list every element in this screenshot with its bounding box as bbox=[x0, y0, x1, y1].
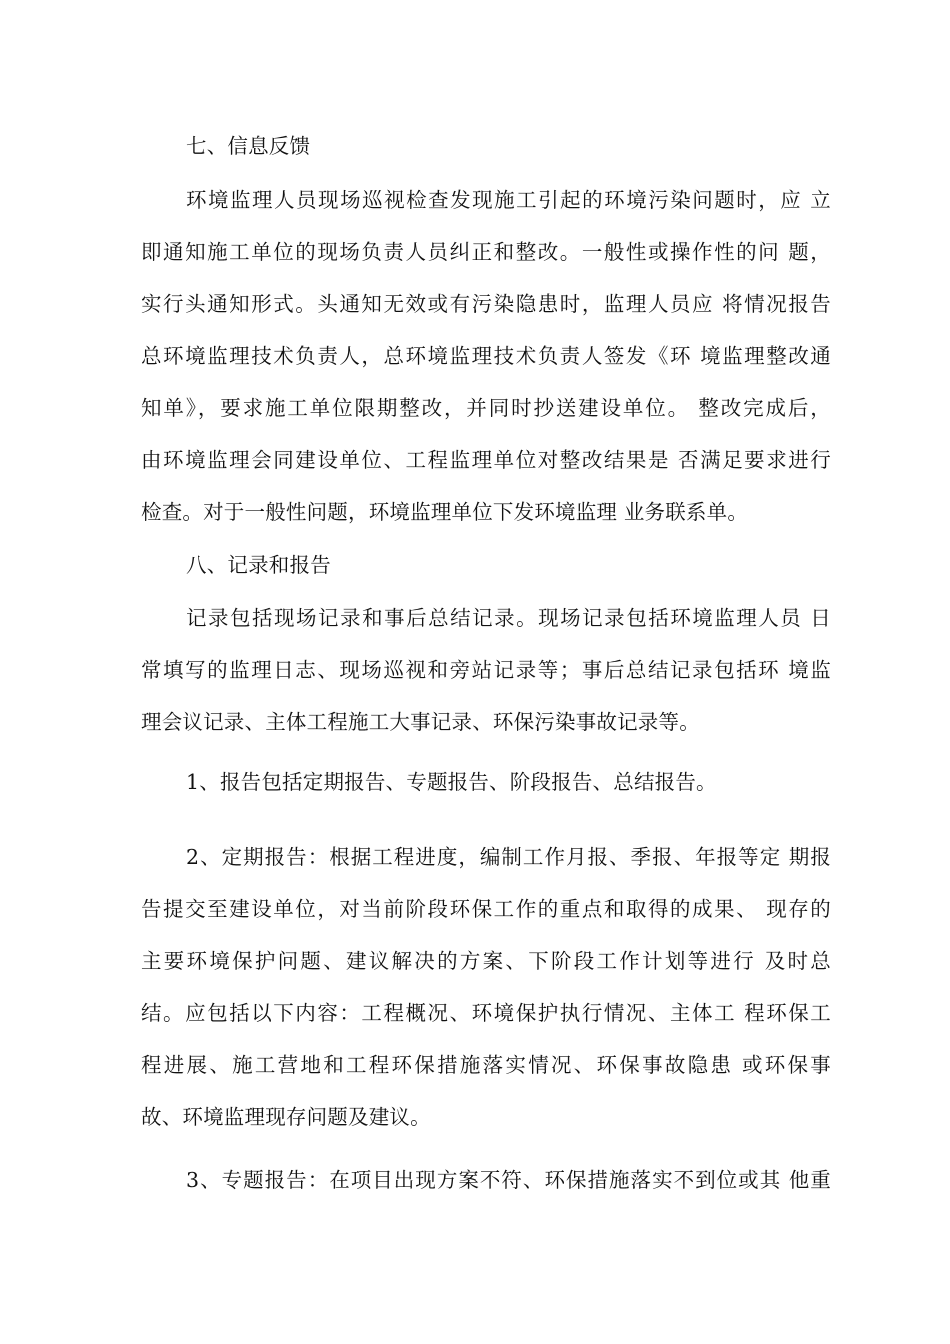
paragraph-line: 理会议记录、主体工程施工大事记录、环保污染事故记录等。 bbox=[141, 710, 700, 734]
paragraph-line: 常填写的监理日志、现场巡视和旁站记录等；事后总结记录包括环 境监 bbox=[141, 658, 831, 682]
paragraph-line: 主要环境保护问题、建议解决的方案、下阶段工作计划等进行 及时总 bbox=[141, 949, 831, 973]
paragraph-line: 检查。对于一般性问题，环境监理单位下发环境监理 业务联系单。 bbox=[141, 500, 749, 524]
paragraph-line: 知单》，要求施工单位限期整改，并同时抄送建设单位。 整改完成后， bbox=[141, 396, 831, 420]
paragraph-line: 告提交至建设单位，对当前阶段环保工作的重点和取得的成果、 现存的 bbox=[141, 897, 831, 921]
list-item-2: 2、定期报告：根据工程进度，编制工作月报、季报、年报等定 期报 bbox=[186, 845, 831, 869]
paragraph-line: 实行头通知形式。头通知无效或有污染隐患时，监理人员应 将情况报告 bbox=[141, 292, 831, 316]
list-item-1: 1、报告包括定期报告、专题报告、阶段报告、总结报告。 bbox=[186, 770, 717, 794]
paragraph-line: 故、环境监理现存问题及建议。 bbox=[141, 1105, 431, 1129]
paragraph-line: 环境监理人员现场巡视检查发现施工引起的环境污染问题时，应 立 bbox=[186, 188, 831, 212]
list-item-3: 3、专题报告：在项目出现方案不符、环保措施落实不到位或其 他重 bbox=[186, 1168, 831, 1192]
paragraph-line: 总环境监理技术负责人，总环境监理技术负责人签发《环 境监理整改通 bbox=[141, 344, 831, 368]
paragraph-line: 结。应包括以下内容：工程概况、环境保护执行情况、主体工 程环保工 bbox=[141, 1001, 831, 1025]
paragraph-line: 即通知施工单位的现场负责人员纠正和整改。一般性或操作性的问 题， bbox=[141, 240, 831, 264]
section-heading-records: 八、记录和报告 bbox=[186, 553, 331, 577]
section-heading-feedback: 七、信息反馈 bbox=[186, 134, 311, 158]
paragraph-line: 由环境监理会同建设单位、工程监理单位对整改结果是 否满足要求进行 bbox=[141, 448, 831, 472]
paragraph-line: 程进展、施工营地和工程环保措施落实情况、环保事故隐患 或环保事 bbox=[141, 1053, 831, 1077]
paragraph-line: 记录包括现场记录和事后总结记录。现场记录包括环境监理人员 日 bbox=[186, 606, 831, 630]
